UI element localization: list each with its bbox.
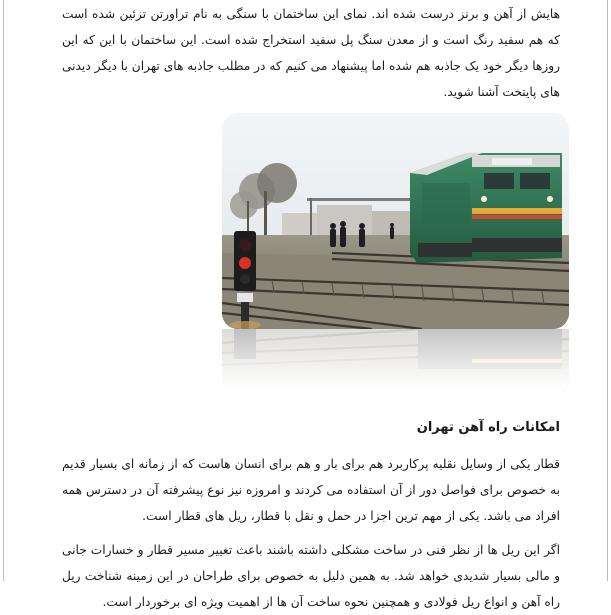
locomotive (410, 153, 562, 263)
intro-paragraph: هایش از آهن و برنز درست شده اند. نمای این ساختمان با سنگی به نام تراورتن تزئین شده است که هم سفید رنگ است و از معدن سنگ پل سفید استخراج شده است. این ساختمان با این که این روزها دیگر خود یک جاذبه هم شده اما پیشنهاد می کنیم که در مطلب جاذبه های تهران با دیگر دیدنی های پایتخت آشنا شوید. (61, 7, 560, 99)
train-photo (222, 113, 569, 329)
section-heading: امکانات راه آهن تهران (416, 420, 560, 435)
section-paragraph-1: قطار یکی از وسایل نقلیه پرکاربرد هم برای بار و هم برای انسان هاست که از زمانه ای بسیار قدیم به خصوص برای فواصل دور از آن استفاده می کردند و امروزه نیز نوع پیشرفته آن در دسترس همه افراد می باشد. یکی از مهم ترین اجزا در حمل و نقل با قطار، ریل های قطار است. (62, 457, 560, 523)
page-border-right (607, 0, 608, 581)
train-photo-reflection (222, 329, 569, 395)
page-border-left (3, 0, 4, 581)
article-content (62, 0, 560, 615)
section-paragraph-2: اگر این ریل ها از نظر فنی در ساخت مشکلی داشته باشند باعث تغییر مسیر قطار و خسارات جانی و مالی بسیار شدیدی خواهد شد. به همین دلیل به خصوص برای طراحان در این زمینه شناخت ریل راه آهن و انواع ریل فولادی و همچنین نحوه ساخت آن ها از اهمیت ویژه ای برخوردار است. (62, 543, 560, 609)
